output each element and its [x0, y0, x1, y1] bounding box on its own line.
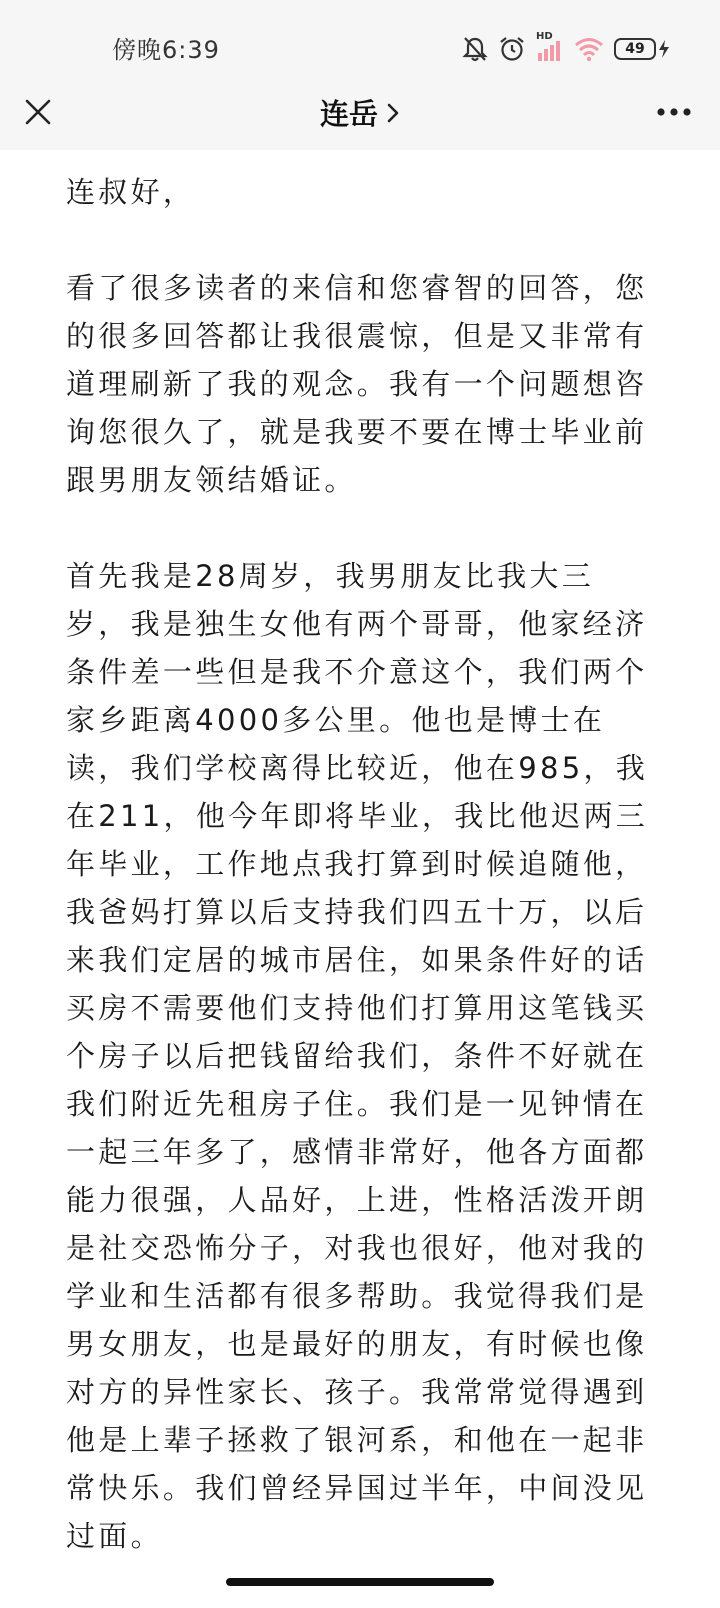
nav-header: [0, 74, 720, 150]
battery-level: 49: [614, 38, 656, 60]
home-indicator[interactable]: [226, 1578, 494, 1586]
article-body: [66, 168, 656, 1608]
charging-icon: [658, 39, 670, 59]
article-greeting: 连叔好，: [66, 175, 196, 209]
status-time: 傍晚6:39: [112, 36, 220, 64]
mute-icon: [462, 35, 488, 63]
article-paragraph: 首先我是28周岁，我男朋友比我大三岁，我是独生女他有两个哥哥，他家经济条件差一些但是我不介意这个，我们两个家乡距离4000多公里。他也是博士在读，我们学校离得比较近，他在985，我在211，他今年即将毕业，我比他迟两三年毕业，工作地点我打算到时候追随他，我爸妈打算以后支持我们四五十万，以后来我们定居的城市居住，如果条件好的话买房不需要他们支持他们打算用这笔钱买个房子以后把钱留给我们，条件不好就在我们附近先租房子住。我们是一见钟情在一起三年多了，感情非常好，他各方面都能力很强，人品好，上进，性格活泼开朗是社交恐怖分子，对我也很好，他对我的学业和生活都有很多帮助。我觉得我们是男女朋友，也是最好的朋友，有时候也像对方的异性家长、孩子。我常常觉得遇到他是上辈子拯救了银河系，和他在一起非常快乐。我们曾经异国过半年，中间没见过面。: [66, 559, 649, 1553]
alarm-icon: [498, 35, 526, 63]
battery-icon: [614, 38, 670, 60]
more-icon: [657, 108, 691, 116]
page-title: 连岳: [319, 97, 378, 131]
account-title-link[interactable]: [0, 92, 720, 133]
signal-icon: [536, 31, 564, 63]
chevron-right-icon: [386, 102, 400, 124]
status-icons: [462, 32, 670, 66]
hd-label: HD: [536, 31, 553, 42]
more-options-button[interactable]: [652, 92, 696, 132]
wifi-icon: [574, 36, 604, 62]
article-paragraph: 看了很多读者的来信和您睿智的回答，您的很多回答都让我很震惊，但是又非常有道理刷新了我的观念。我有一个问题想咨询您很久了，就是我要不要在博士毕业前跟男朋友领结婚证。: [66, 271, 648, 497]
